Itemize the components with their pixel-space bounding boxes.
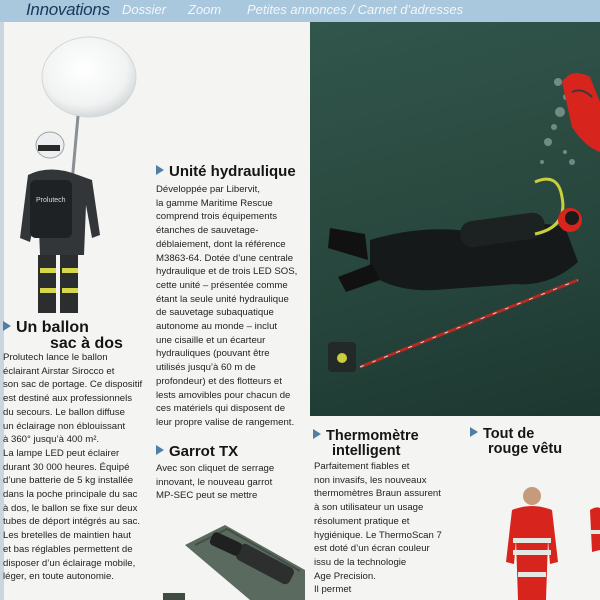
nav-tab-annonces[interactable]: Petites annonces / Carnet d’adresses [247, 2, 464, 17]
balloon-backpack-photo [0, 30, 150, 320]
unite-body: Développée par Libervit, la gamme Maritime Rescue comprend trois équipements étanches de sauvetage- déblaiement, dont la référence M3863-64. Dotée d’une centrale hydraulique et de trois LED SOS, cette unité – présentée comme étant la seule unité hydraulique de sauvetage subaquatique autonome au monde – inclut une cisaille et un écarteur hydrauliques (pouvant être utilisés jusqu’à 60 m de profondeur) et des flotteurs et lests amovibles pour chacun de ces matériels qui disposent de leur propre valise de rangement. [156, 184, 298, 428]
bullet-triangle-icon [156, 165, 164, 175]
nav-tab-innovations[interactable]: Innovations [26, 0, 110, 19]
lift-bag [562, 73, 600, 152]
thermo-heading: Thermomètre intelligent [313, 429, 419, 459]
nav-tab-zoom[interactable]: Zoom [188, 2, 222, 17]
light-balloon [42, 37, 136, 117]
unite-heading: Unité hydraulique [156, 164, 296, 180]
rouge-heading: Tout de rouge vêtu [470, 427, 562, 457]
backpack-logo: Prolutech [36, 197, 66, 204]
ballon-heading: Un ballon sac à dos [3, 320, 123, 352]
section-nav-bar [0, 0, 600, 22]
garrot-heading: Garrot TX [156, 444, 238, 460]
red-uniform-photo [480, 480, 600, 600]
ballon-body: Prolutech lance le ballon éclairant Airstar Sirocco et son sac de portage. Ce dispositif est destiné aux professionnels du secours. Le ballon diffuse un éclairage non éblouissant à 360° jusqu’à 400 m². La lampe LED peut éclairer durant 30 000 heures. Équipé d’une batterie de 5 kg installée dans la poche principale du sac à dos, le ballon se fixe sur deux tubes de déport intégrés au sac. Les bretelles de maintien haut et bas réglables permettent de disposer d’un éclairage mobile, léger, en toute autonomie. [3, 352, 143, 583]
backpack [30, 180, 72, 238]
bullet-triangle-icon [3, 321, 11, 331]
nav-tab-dossier[interactable]: Dossier [122, 2, 167, 17]
bullet-triangle-icon [313, 429, 321, 439]
diver-photo [310, 22, 600, 416]
tourniquet-photo [155, 505, 305, 600]
bullet-triangle-icon [156, 445, 164, 455]
thermo-body: Parfaitement fiables et non invasifs, les nouveaux thermomètres Braun assurent à son utilisateur un usage résolument pratique et hygiénique. Le ThermoScan 7 est doté d’un écran couleur issu de la technologie Age Precision. Il permet [314, 461, 442, 596]
garrot-body: Avec son cliquet de serrage innovant, le nouveau garrot MP-SEC peut se mettre [156, 463, 275, 502]
bullet-triangle-icon [470, 427, 478, 437]
